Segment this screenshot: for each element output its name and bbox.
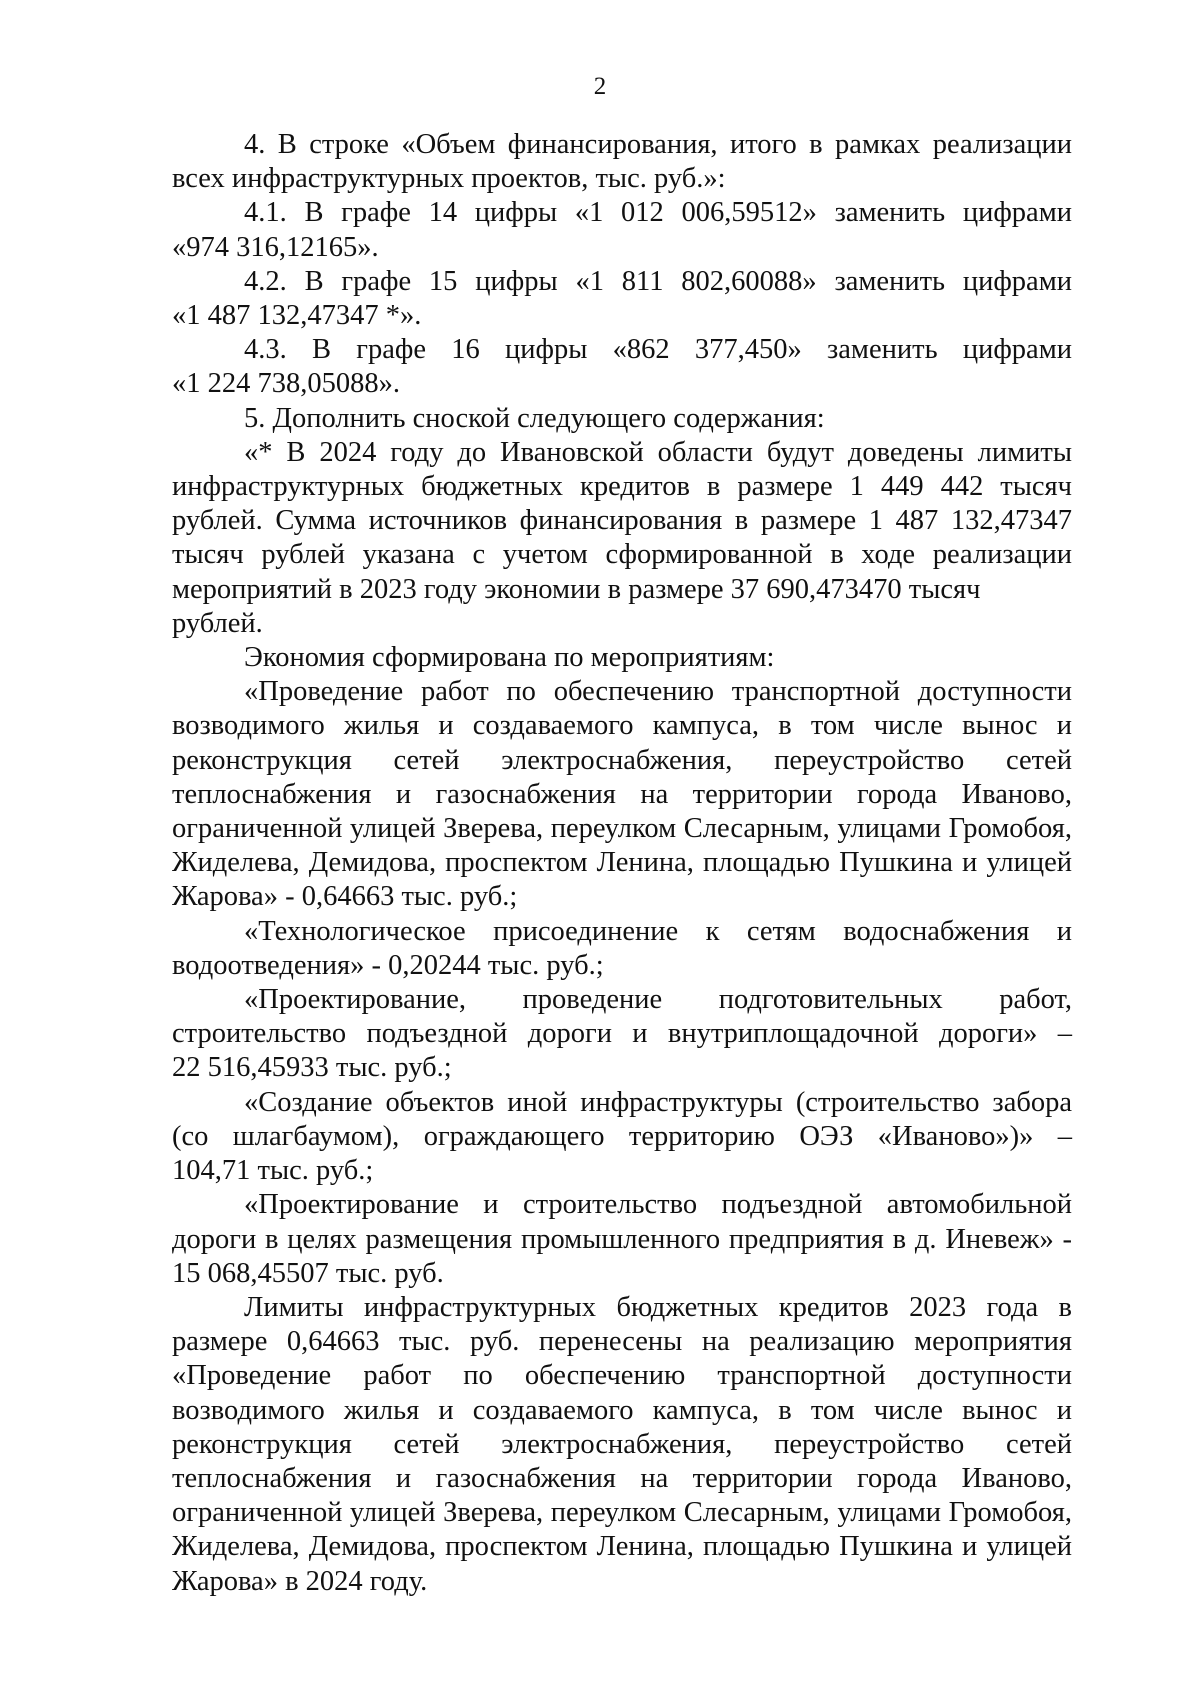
text-line: 15 068,45507 тыс. руб.: [172, 1257, 444, 1289]
paragraph: [172, 196, 1072, 264]
text-line: «Проектирование и строительство подъездной автомобильной: [244, 1189, 1072, 1221]
text-line: 4.1. В графе 14 цифры «1 012 006,59512» заменить цифрами: [244, 197, 1072, 229]
text-line: «Создание объектов иной инфраструктуры (строительство забора: [244, 1086, 1072, 1118]
paragraph: [172, 402, 1072, 436]
text-line: 104,71 тыс. руб.;: [172, 1155, 374, 1187]
text-line: дороги в целях размещения промышленного предприятия в д. Иневеж» -: [172, 1223, 1072, 1255]
text-line: ограниченной улицей Зверева, переулком Слесарным, улицами Громобоя,: [172, 1497, 1072, 1529]
paragraph: [172, 128, 1072, 196]
text-line: Жарова» - 0,64663 тыс. руб.;: [172, 881, 518, 913]
text-line: «* В 2024 году до Ивановской области будут доведены лимиты: [244, 436, 1072, 468]
text-line: «Проведение работ по обеспечению транспортной доступности: [244, 676, 1072, 708]
paragraph: [172, 1086, 1072, 1189]
text-line: Экономия сформирована по мероприятиям:: [244, 642, 775, 674]
paragraph: [172, 1188, 1072, 1291]
text-line: теплоснабжения и газоснабжения на территории города Иваново,: [172, 778, 1072, 810]
text-line: «1 224 738,05088».: [172, 368, 400, 400]
text-line: рублей. Сумма источников финансирования в размере 1 487 132,47347: [172, 505, 1072, 537]
paragraph: [172, 436, 1072, 641]
document-body: [172, 128, 1072, 1599]
text-line: водоотведения» - 0,20244 тыс. руб.;: [172, 949, 604, 981]
text-line: всех инфраструктурных проектов, тыс. руб.»:: [172, 163, 726, 195]
paragraph: [172, 983, 1072, 1086]
text-line: 22 516,45933 тыс. руб.;: [172, 1052, 452, 1084]
text-line: мероприятий в 2023 году экономии в размере 37 690,473470 тысяч рублей.: [172, 573, 981, 639]
text-line: 4. В строке «Объем финансирования, итого в рамках реализации: [244, 129, 1072, 160]
text-line: Жиделева, Демидова, проспектом Ленина, площадью Пушкина и улицей: [172, 847, 1072, 879]
text-line: строительство подъездной дороги и внутриплощадочной дороги» –: [172, 1018, 1072, 1050]
text-line: 4.3. В графе 16 цифры «862 377,450» заменить цифрами: [244, 334, 1072, 366]
text-line: инфраструктурных бюджетных кредитов в размере 1 449 442 тысяч: [172, 471, 1072, 503]
text-line: теплоснабжения и газоснабжения на территории города Иваново,: [172, 1462, 1072, 1494]
text-line: «Проектирование, проведение подготовительных работ,: [244, 984, 1072, 1016]
text-line: «1 487 132,47347 *».: [172, 300, 422, 332]
text-line: размере 0,64663 тыс. руб. перенесены на реализацию мероприятия: [172, 1326, 1072, 1358]
text-line: Лимиты инфраструктурных бюджетных кредитов 2023 года в: [244, 1291, 1072, 1323]
text-line: 5. Дополнить сноской следующего содержания:: [244, 402, 825, 434]
paragraph: [172, 1291, 1072, 1599]
text-line: возводимого жилья и создаваемого кампуса, в том числе вынос и: [172, 710, 1072, 742]
paragraph: [172, 641, 1072, 675]
text-line: реконструкция сетей электроснабжения, переустройство сетей: [172, 1428, 1072, 1460]
text-line: «Технологическое присоединение к сетям водоснабжения и: [244, 915, 1072, 947]
text-line: ограниченной улицей Зверева, переулком Слесарным, улицами Громобоя,: [172, 813, 1072, 845]
text-line: 4.2. В графе 15 цифры «1 811 802,60088» заменить цифрами: [244, 265, 1072, 297]
paragraph: [172, 265, 1072, 333]
text-line: тысяч рублей указана с учетом сформированной в ходе реализации: [172, 539, 1072, 571]
page-number: 2: [593, 73, 607, 100]
text-line: реконструкция сетей электроснабжения, переустройство сетей: [172, 744, 1072, 776]
text-line: возводимого жилья и создаваемого кампуса, в том числе вынос и: [172, 1394, 1072, 1426]
text-line: Жиделева, Демидова, проспектом Ленина, площадью Пушкина и улицей: [172, 1531, 1072, 1563]
text-line: (со шлагбаумом), ограждающего территорию ОЭЗ «Иваново»)» –: [172, 1120, 1072, 1152]
paragraph: [172, 915, 1072, 983]
text-line: «974 316,12165».: [172, 231, 379, 263]
paragraph: [172, 333, 1072, 401]
text-line: Жарова» в 2024 году.: [172, 1565, 428, 1597]
paragraph: [172, 675, 1072, 914]
text-line: «Проведение работ по обеспечению транспортной доступности: [172, 1360, 1072, 1392]
